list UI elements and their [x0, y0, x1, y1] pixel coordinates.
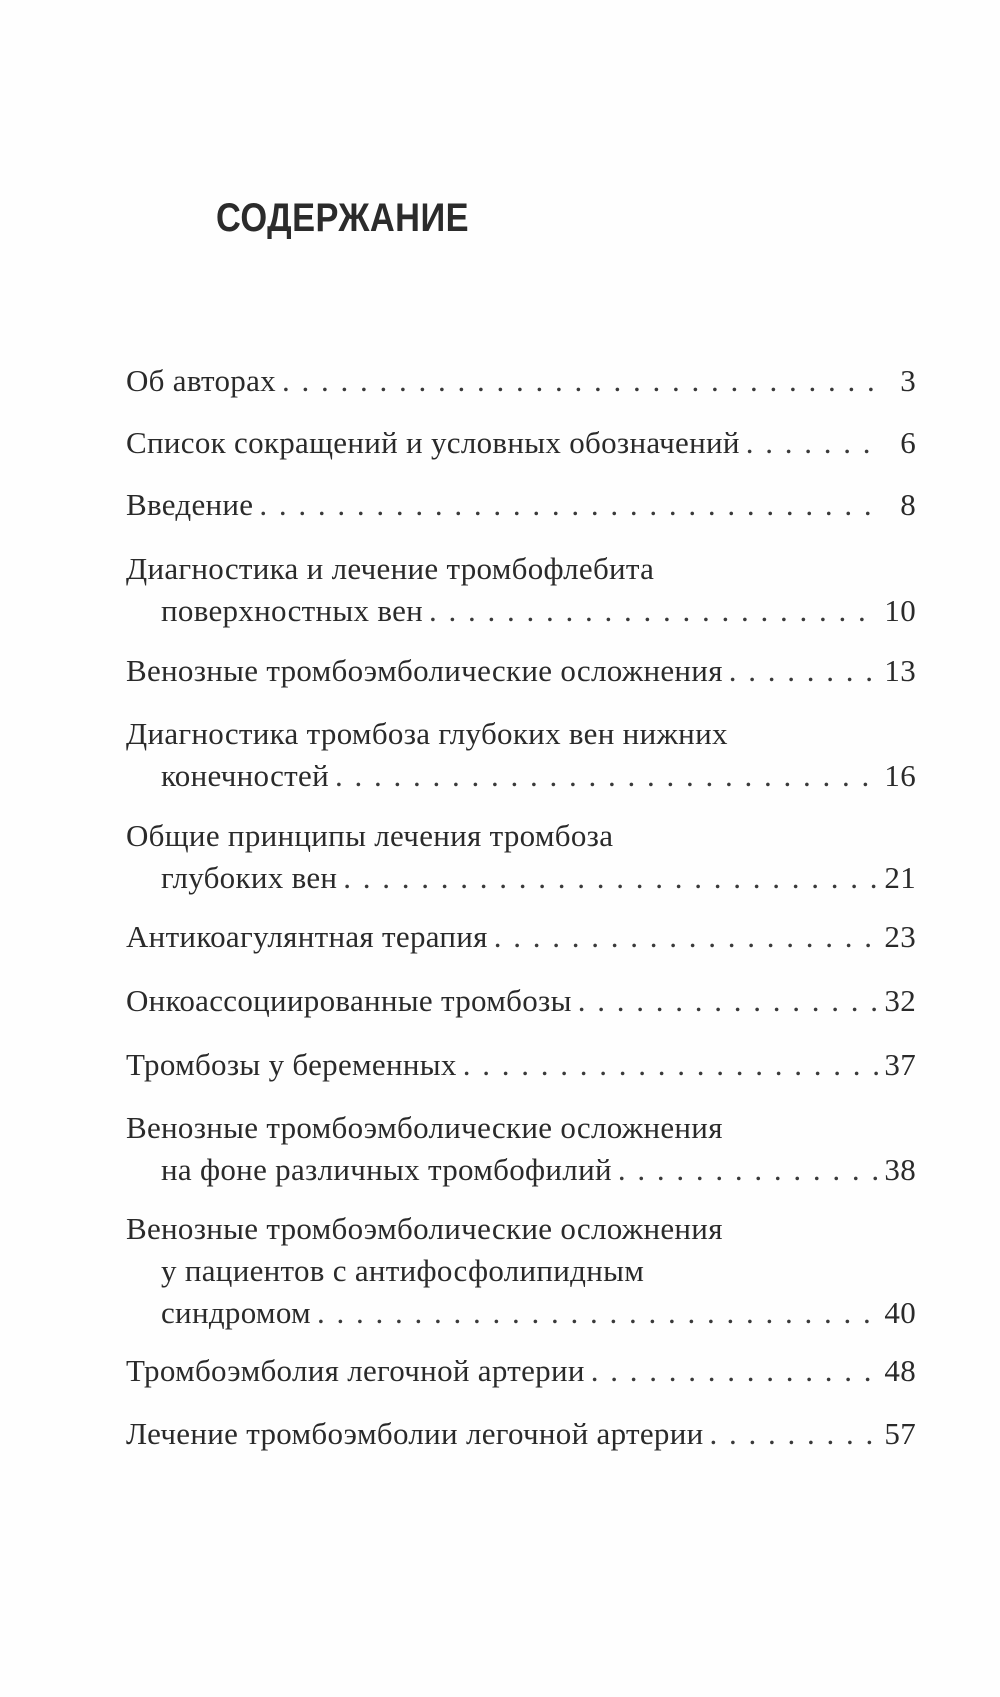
toc-entry-title-cont: глубоких вен: [161, 860, 338, 895]
toc-entry[interactable]: [126, 1413, 916, 1455]
dot-leader: [578, 980, 878, 1022]
toc-entry-page: 3: [900, 363, 916, 398]
toc-entry-page: 32: [884, 983, 916, 1018]
dot-leader: [335, 755, 878, 797]
dot-leader: [618, 1149, 878, 1191]
toc-entry-title: Диагностика тромбоза глубоких вен нижних: [126, 716, 728, 751]
toc-entry-page: 8: [900, 487, 916, 522]
toc-entry[interactable]: [126, 1107, 916, 1191]
toc-entry[interactable]: [126, 484, 916, 526]
dot-leader: [729, 650, 878, 692]
toc-entry-title: Венозные тромбоэмболические осложнения: [126, 1211, 723, 1246]
toc-entry-title: Венозные тромбоэмболические осложнения: [126, 1110, 723, 1145]
toc-entry-title: Тромбозы у беременных: [126, 1047, 457, 1082]
dot-leader: [343, 857, 878, 899]
toc-entry-title: Венозные тромбоэмболические осложнения: [126, 653, 723, 688]
toc-entry-title: Общие принципы лечения тромбоза: [126, 818, 614, 853]
toc-entry-page: 48: [884, 1353, 916, 1388]
toc-entry[interactable]: [126, 422, 916, 464]
toc-entry-title: Список сокращений и условных обозначений: [126, 425, 740, 460]
toc-entry-page: 23: [884, 919, 916, 954]
dot-leader: [282, 360, 878, 402]
toc-entry[interactable]: [126, 1208, 916, 1334]
toc-entry[interactable]: [126, 360, 916, 402]
toc-entry-title: Лечение тромбоэмболии легочной артерии: [126, 1416, 704, 1451]
toc-entry-title-cont: на фоне различных тромбофилий: [161, 1152, 612, 1187]
toc-entry-title: Введение: [126, 487, 254, 522]
toc-entry-title-cont: у пациентов с антифосфолипидным: [161, 1253, 645, 1288]
dot-leader: [463, 1044, 878, 1086]
toc-entry-page: 38: [884, 1152, 916, 1187]
toc-entry[interactable]: [126, 815, 916, 899]
toc-entry-page: 21: [884, 860, 916, 895]
dot-leader: [709, 1413, 878, 1455]
toc-entry-title: Тромбоэмболия легочной артерии: [126, 1353, 585, 1388]
toc-entry-page: 40: [884, 1295, 916, 1330]
dot-leader: [429, 590, 878, 632]
dot-leader: [259, 484, 878, 526]
toc-entry-title: Об авторах: [126, 363, 276, 398]
toc-entry-title: Онкоассоциированные тромбозы: [126, 983, 572, 1018]
toc-entry[interactable]: [126, 650, 916, 692]
toc-entry-title-cont: поверхностных вен: [161, 593, 424, 628]
dot-leader: [746, 422, 878, 464]
toc-entry[interactable]: [126, 548, 916, 632]
dot-leader: [591, 1350, 878, 1392]
toc-entry[interactable]: [126, 1350, 916, 1392]
page-title: СОДЕРЖАНИЕ: [216, 196, 469, 240]
toc-entry[interactable]: [126, 916, 916, 958]
dot-leader: [317, 1292, 878, 1334]
toc-entry[interactable]: [126, 980, 916, 1022]
toc-entry-title-cont: конечностей: [161, 758, 329, 793]
toc-entry-page: 6: [900, 425, 916, 460]
toc-entry-page: 37: [884, 1047, 916, 1082]
toc-entry-page: 10: [884, 593, 916, 628]
dot-leader: [494, 916, 878, 958]
toc-entry[interactable]: [126, 713, 916, 797]
toc-entry-page: 57: [884, 1416, 916, 1451]
toc-entry-page: 13: [884, 653, 916, 688]
toc-entry-page: 16: [884, 758, 916, 793]
toc-entry-title-cont: синдромом: [161, 1295, 311, 1330]
toc-entry-title: Антикоагулянтная терапия: [126, 919, 488, 954]
toc-entry-title: Диагностика и лечение тромбофлебита: [126, 551, 655, 586]
toc-entry[interactable]: [126, 1044, 916, 1086]
